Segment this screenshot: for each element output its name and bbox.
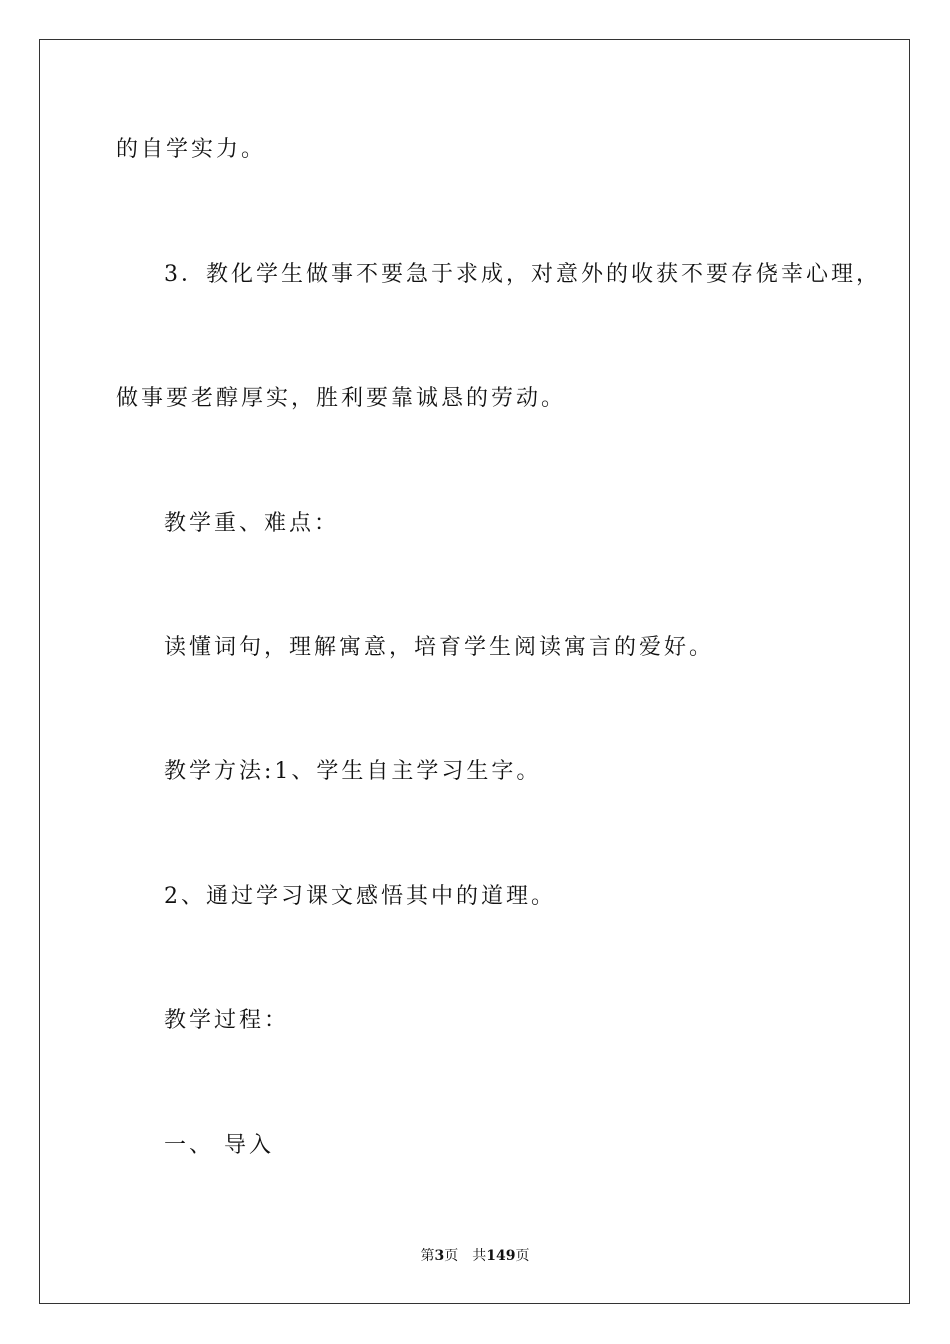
text-line-key-points: 读懂词句，理解寓意，培育学生阅读寓言的爱好。 — [164, 635, 715, 660]
page-suffix: 页 — [444, 1248, 459, 1264]
heading-introduction: 一、 导入 — [164, 1133, 274, 1158]
total-prefix: 共 — [472, 1248, 487, 1264]
total-pages: 149 — [486, 1248, 516, 1264]
text-line-objective-3-cont: 做事要老醇厚实，胜利要靠诚恳的劳动。 — [116, 386, 567, 411]
page-border — [39, 39, 910, 1304]
page-footer — [0, 1246, 950, 1266]
heading-teaching-process: 教学过程： — [164, 1008, 290, 1033]
total-suffix: 页 — [515, 1248, 530, 1264]
text-line-objective-3: 3．教化学生做事不要急于求成，对意外的收获不要存侥幸心理， — [164, 262, 881, 287]
page-prefix: 第 — [420, 1248, 435, 1264]
page-number: 3 — [434, 1248, 445, 1264]
text-line-method-2: 2、通过学习课文感悟其中的道理。 — [164, 884, 556, 909]
heading-key-points: 教学重、难点： — [164, 511, 340, 536]
text-line-method-1: 教学方法:1、学生自主学习生字。 — [164, 759, 542, 784]
text-line-self-study: 的自学实力。 — [116, 137, 267, 162]
